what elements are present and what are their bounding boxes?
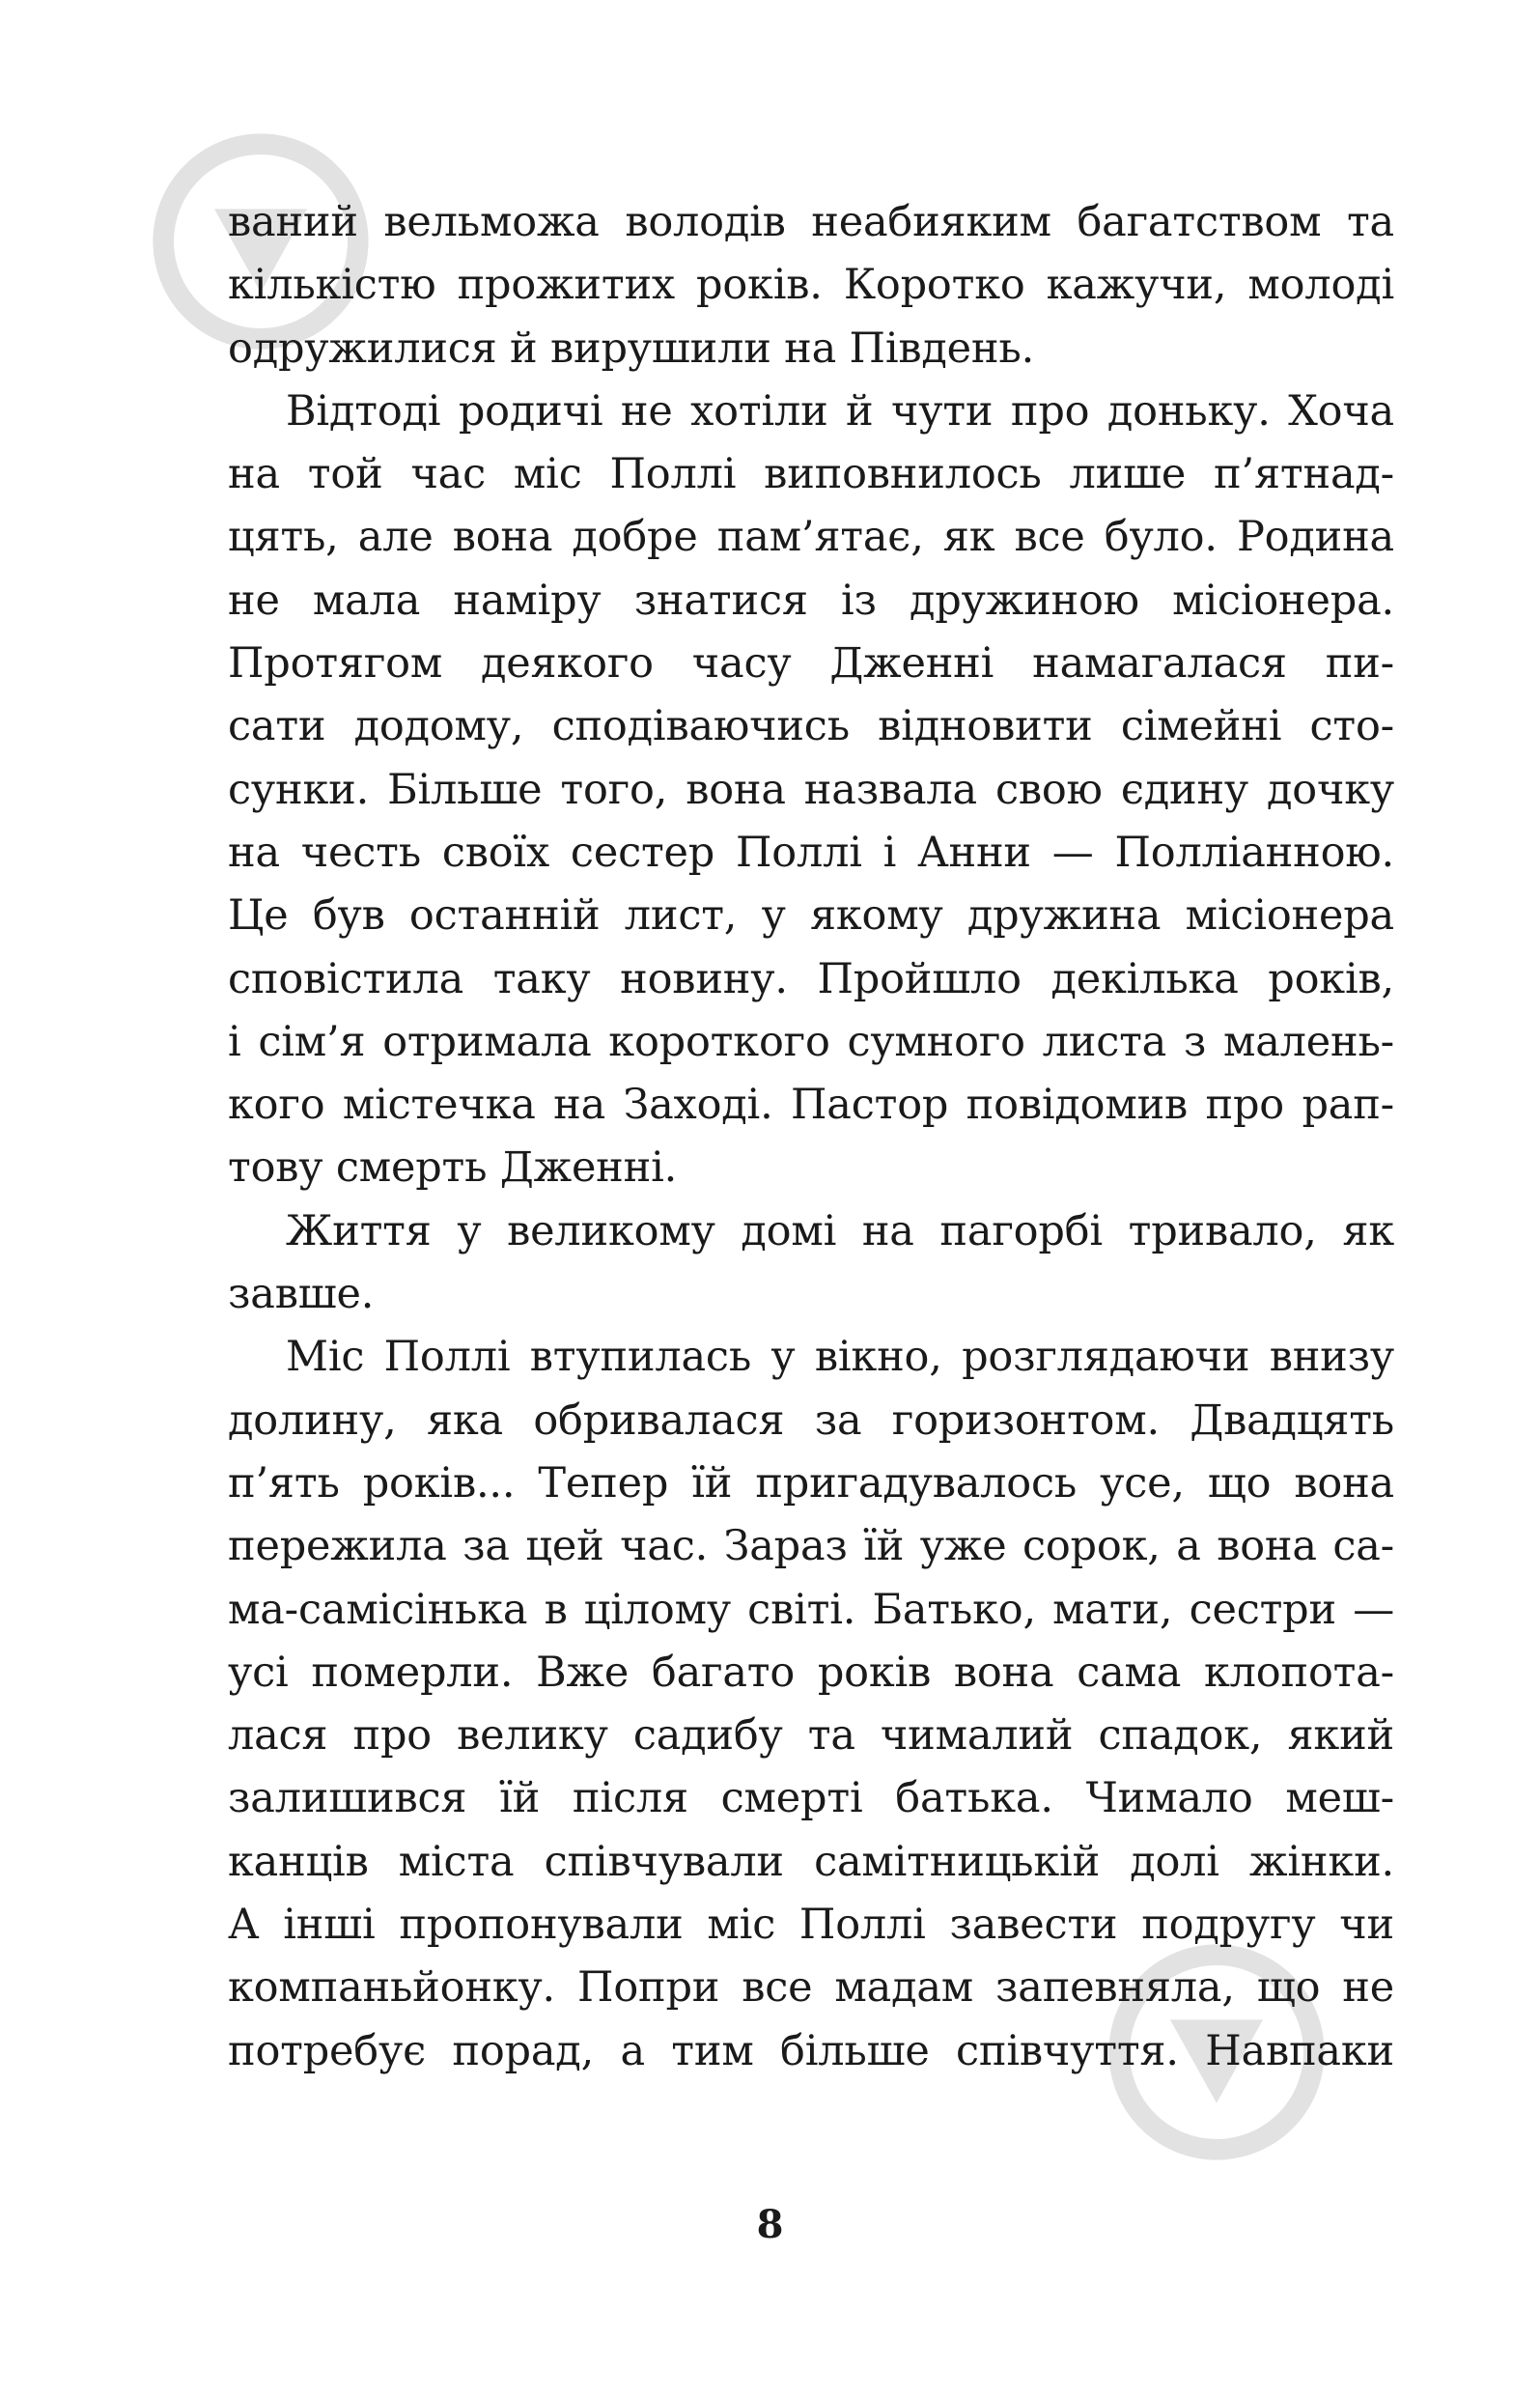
text-line: цять, але вона добре пам’ятає, як все було. Родина xyxy=(228,513,1394,562)
text-line: п’ять років... Тепер їй пригадувалось усе, що вона xyxy=(228,1458,1394,1508)
text-line: залишився їй після смерті батька. Чимало меш- xyxy=(228,1774,1394,1823)
page-number: 8 xyxy=(756,2202,784,2247)
text-line: не мала наміру знатися із дружиною місіонера. xyxy=(228,576,1394,625)
text-line: ма-самісінька в цілому світі. Батько, мати, сестри — xyxy=(228,1585,1394,1634)
text-line: завше. xyxy=(228,1270,375,1319)
text-line: і сім’я отримала короткого сумного листа з малень- xyxy=(228,1017,1394,1066)
text-line: тову смерть Дженні. xyxy=(228,1143,678,1193)
text-line: потребує порад, а тим більше співчуття. Навпаки xyxy=(228,2026,1394,2075)
text-line: усі померли. Вже багато років вона сама клопота- xyxy=(228,1648,1394,1697)
text-line: Міс Поллі втупилась у вікно, розглядаючи внизу xyxy=(286,1333,1394,1382)
text-line: Життя у великому домі на пагорбі тривало, як xyxy=(286,1206,1394,1255)
text-line: на той час міс Поллі виповнилось лише п’ятнад- xyxy=(228,450,1394,499)
text-line: Протягом деякого часу Дженні намагалася пи- xyxy=(228,639,1394,689)
paragraph xyxy=(228,191,1394,381)
text-line: сати додому, сподіваючись відновити сімейні сто- xyxy=(228,702,1394,751)
text-line: сповістила таку новину. Пройшло декілька років, xyxy=(228,954,1394,1003)
text-line: пережила за цей час. Зараз їй уже сорок, а вона са- xyxy=(228,1522,1394,1571)
text-line: на честь своїх сестер Поллі і Анни — Полліанною. xyxy=(228,828,1394,877)
text-line: Відтоді родичі не хотіли й чути про доньку. Хоча xyxy=(286,386,1394,436)
text-line: канців міста співчували самітницькій долі жінки. xyxy=(228,1837,1394,1886)
text-line: кількістю прожитих років. Коротко кажучи, молоді xyxy=(228,261,1394,310)
text-line: Це був останній лист, у якому дружина місіонера xyxy=(228,891,1394,941)
text-line: лася про велику садибу та чималий спадок, який xyxy=(228,1711,1394,1761)
text-line: кого містечка на Заході. Пастор повідомив про рап- xyxy=(228,1081,1394,1130)
text-line: одружилися й вирушили на Південь. xyxy=(228,324,1035,373)
text-line: А інші пропонували міс Поллі завести подругу чи xyxy=(228,1901,1394,1950)
text-line: долину, яка обривалася за горизонтом. Двадцять xyxy=(228,1395,1394,1445)
paragraph xyxy=(228,1326,1394,2083)
text-line: ваний вельможа володів неабияким багатством та xyxy=(228,198,1394,246)
body-text xyxy=(228,191,1394,2083)
text-line: сунки. Більше того, вона назвала свою єдину дочку xyxy=(228,765,1394,814)
text-line: компаньйонку. Попри все мадам запевняла, що не xyxy=(228,1963,1394,2013)
paragraph xyxy=(228,381,1394,1200)
paragraph xyxy=(228,1200,1394,1327)
